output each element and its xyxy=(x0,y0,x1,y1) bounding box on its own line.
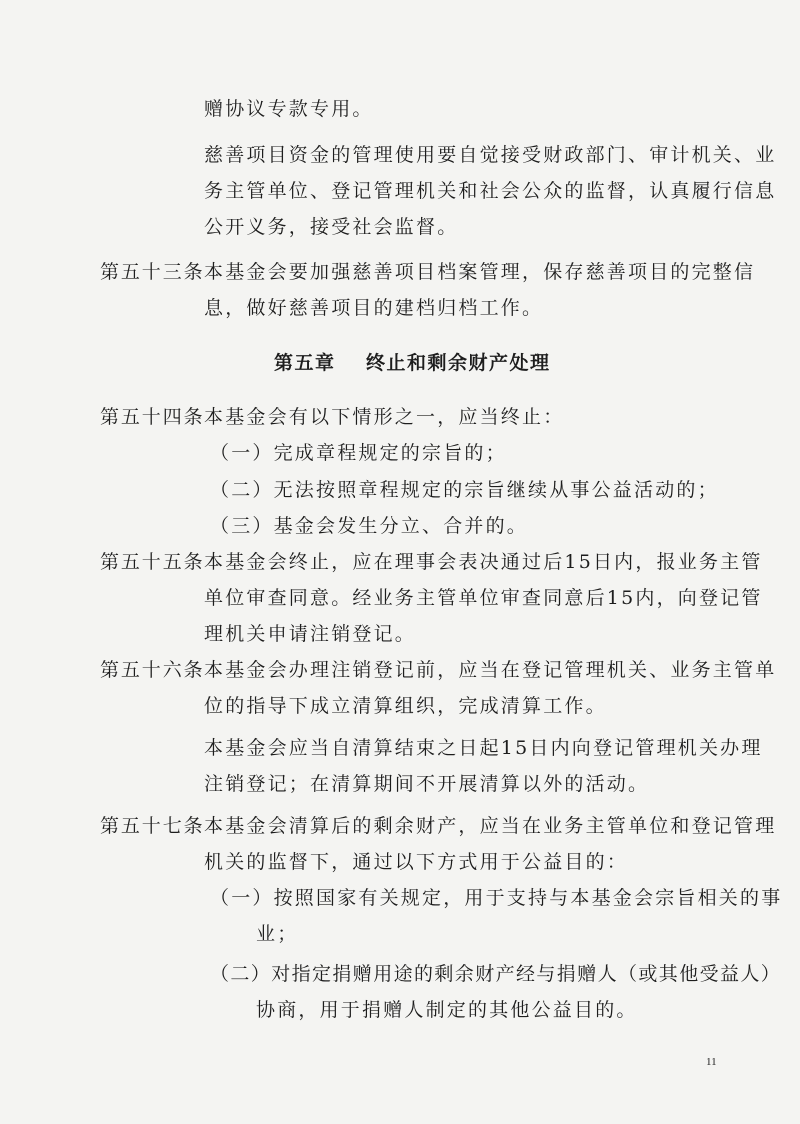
article-54-item: （三）基金会发生分立、合并的。 xyxy=(210,515,529,537)
article-52-paragraph-line: 慈善项目资金的管理使用要自觉接受财政部门、审计机关、业 xyxy=(204,144,777,166)
article-53-line: 息，做好慈善项目的建档归档工作。 xyxy=(204,297,544,319)
article-55-line: 本基金会终止，应在理事会表决通过后15日内，报业务主管 xyxy=(204,551,763,573)
article-56-label: 第五十六条 xyxy=(100,659,205,681)
article-57-item: （一）按照国家有关规定，用于支持与本基金会宗旨相关的事 xyxy=(210,887,783,909)
article-53-line: 本基金会要加强慈善项目档案管理，保存慈善项目的完整信 xyxy=(204,261,756,283)
article-52-continuation-line: 赠协议专款专用。 xyxy=(204,98,374,120)
page-number: 11 xyxy=(706,1056,717,1068)
article-55-line: 单位审查同意。经业务主管单位审查同意后15内，向登记管 xyxy=(204,587,763,609)
article-56-paragraph-line: 注销登记；在清算期间不开展清算以外的活动。 xyxy=(204,773,650,795)
article-54-item: （二）无法按照章程规定的宗旨继续从事公益活动的； xyxy=(210,479,719,501)
article-52-paragraph-line: 务主管单位、登记管理机关和社会公众的监督，认真履行信息 xyxy=(204,180,777,202)
article-53-label: 第五十三条 xyxy=(100,261,205,283)
article-55-line: 理机关申请注销登记。 xyxy=(204,623,417,645)
chapter-number: 第五章 xyxy=(274,352,336,374)
article-55-label: 第五十五条 xyxy=(100,551,205,573)
article-57-item: （二）对指定捐赠用途的剩余财产经与捐赠人（或其他受益人） xyxy=(210,963,782,985)
article-56-paragraph-line: 本基金会应当自清算结束之日起15日内向登记管理机关办理 xyxy=(204,737,763,759)
article-57-item-continuation: 协商，用于捐赠人制定的其他公益目的。 xyxy=(256,999,638,1021)
article-57-item-continuation: 业； xyxy=(256,923,299,945)
article-57-line: 机关的监督下，通过以下方式用于公益目的： xyxy=(204,851,629,873)
article-54-line: 本基金会有以下情形之一，应当终止： xyxy=(204,406,565,428)
article-56-line: 位的指导下成立清算组织，完成清算工作。 xyxy=(204,695,607,717)
article-52-paragraph-line: 公开义务，接受社会监督。 xyxy=(204,216,459,238)
article-56-line: 本基金会办理注销登记前，应当在登记管理机关、业务主管单 xyxy=(204,659,777,681)
article-57-label: 第五十七条 xyxy=(100,815,205,837)
article-54-label: 第五十四条 xyxy=(100,406,205,428)
article-57-line: 本基金会清算后的剩余财产，应当在业务主管单位和登记管理 xyxy=(204,815,777,837)
chapter-title: 终止和剩余财产处理 xyxy=(366,352,551,374)
article-54-item: （一）完成章程规定的宗旨的； xyxy=(210,442,507,464)
